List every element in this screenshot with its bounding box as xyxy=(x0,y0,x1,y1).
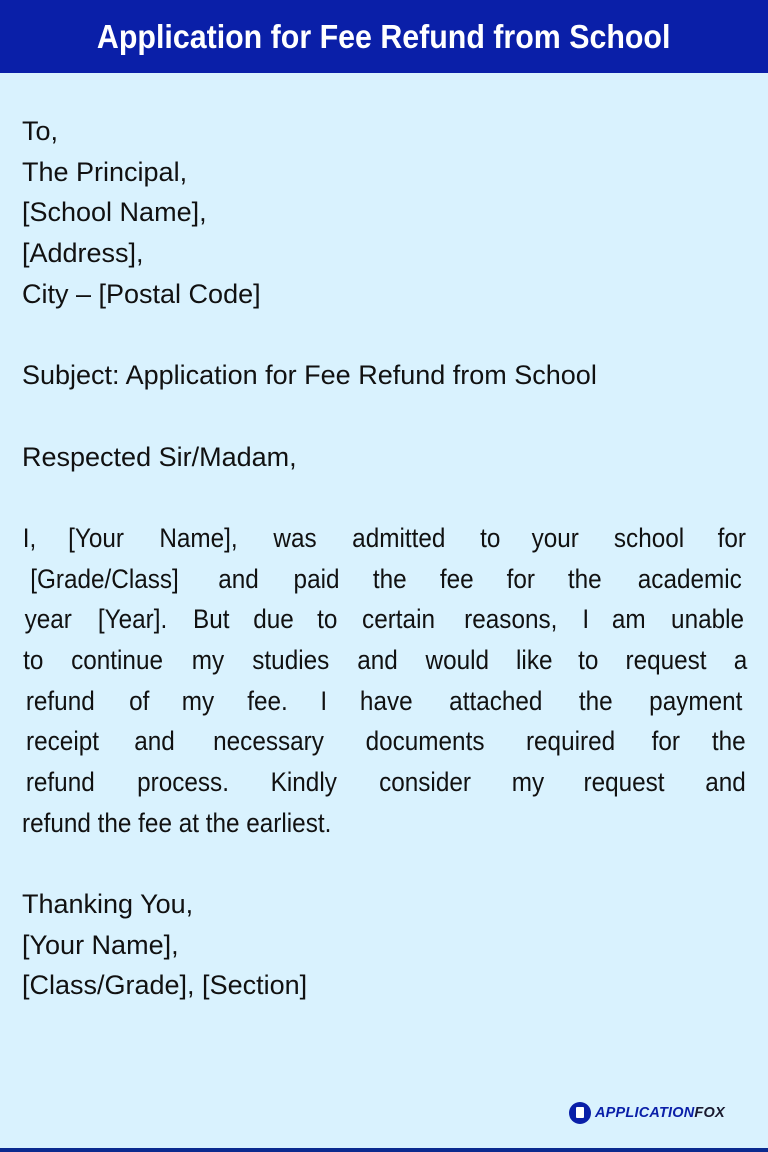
body-word: fee. xyxy=(247,685,289,716)
body-word: would xyxy=(425,644,490,675)
body-word: and xyxy=(134,726,176,757)
body-word: I xyxy=(582,604,590,635)
body-word: for xyxy=(651,726,680,757)
body-word: consider xyxy=(379,767,472,797)
body-word: receipt xyxy=(26,726,99,757)
body-word: was xyxy=(273,522,317,553)
body-word: to xyxy=(577,644,599,675)
body-word: process. xyxy=(137,767,229,797)
body-word: Name], xyxy=(159,522,239,553)
body-word: of xyxy=(129,685,150,716)
body-word: to xyxy=(479,522,501,553)
body-word: certain xyxy=(362,604,436,635)
applicationfox-logo xyxy=(569,1102,725,1124)
body-word: paid xyxy=(293,563,340,594)
page-title: Application for Fee Refund from School xyxy=(97,17,671,55)
recipient-address xyxy=(22,111,748,314)
body-word: required xyxy=(525,726,616,757)
body-line xyxy=(22,762,748,803)
body-word: request xyxy=(583,767,665,797)
body-word: attached xyxy=(449,685,543,716)
body-word: like xyxy=(516,644,553,675)
body-word: the xyxy=(567,563,602,594)
body-word: I, xyxy=(22,522,37,553)
bottom-border xyxy=(0,1148,768,1152)
body-word: necessary xyxy=(213,726,324,757)
body-word: refund xyxy=(25,685,95,716)
body-word: and xyxy=(357,644,399,675)
body-line xyxy=(22,599,748,640)
body-line xyxy=(22,640,748,681)
closing-line: Thanking You, xyxy=(22,889,194,920)
logo-text-application: APPLICATION xyxy=(595,1105,695,1121)
body-word: my xyxy=(511,767,545,797)
body-word: year xyxy=(24,604,72,635)
body-word: have xyxy=(359,685,413,716)
title-banner xyxy=(0,0,768,73)
sender-class: [Class/Grade], [Section] xyxy=(22,970,308,1001)
body-word: studies xyxy=(252,644,330,675)
address-line: The Principal, xyxy=(22,156,188,187)
address-line: [School Name], xyxy=(22,197,207,228)
body-line: refund the fee at the earliest. xyxy=(22,807,332,838)
body-word: my xyxy=(191,644,225,675)
body-word: school xyxy=(614,522,685,553)
letter-content xyxy=(22,111,748,1006)
body-word: documents xyxy=(366,726,485,757)
body-word: Kindly xyxy=(271,767,338,797)
body-word: your xyxy=(532,522,580,553)
body-line xyxy=(22,721,748,762)
document-icon xyxy=(569,1102,591,1124)
subject-line: Subject: Application for Fee Refund from School xyxy=(22,360,597,391)
logo-text-fox: FOX xyxy=(694,1105,725,1121)
address-line: [Address], xyxy=(22,238,144,269)
body-word: the xyxy=(712,726,747,757)
body-word: my xyxy=(181,685,215,716)
body-word: to xyxy=(317,604,338,635)
body-line xyxy=(22,559,748,600)
body-word: for xyxy=(717,522,747,553)
body-word: a xyxy=(733,644,748,675)
body-word: and xyxy=(705,767,746,797)
body-word: [Year]. xyxy=(98,604,168,635)
body-word: and xyxy=(218,563,260,594)
address-line: City – [Postal Code] xyxy=(22,278,261,309)
body-word: [Grade/Class] xyxy=(30,563,179,594)
letter-body xyxy=(22,518,748,844)
body-word: due xyxy=(253,604,295,635)
sender-name: [Your Name], xyxy=(22,929,179,960)
body-line xyxy=(22,518,748,559)
body-word: for xyxy=(506,563,535,594)
body-word: fee xyxy=(439,563,474,594)
closing-block xyxy=(22,884,748,1006)
body-word: academic xyxy=(638,563,743,594)
body-word: admitted xyxy=(352,522,446,553)
body-word: [Your xyxy=(68,522,125,553)
body-word: I xyxy=(320,685,327,716)
body-line xyxy=(22,681,748,722)
salutation: Respected Sir/Madam, xyxy=(22,441,297,472)
body-word: refund xyxy=(25,767,95,797)
address-line: To, xyxy=(22,116,59,146)
body-word: the xyxy=(372,563,407,594)
body-word: But xyxy=(193,604,230,635)
body-word: am xyxy=(611,604,646,635)
body-word: the xyxy=(579,685,614,716)
body-word: reasons, xyxy=(464,604,558,635)
body-word: continue xyxy=(71,644,164,675)
body-word: to xyxy=(23,644,44,675)
body-word: request xyxy=(625,644,707,675)
body-word: unable xyxy=(670,604,744,635)
body-word: payment xyxy=(649,685,743,716)
